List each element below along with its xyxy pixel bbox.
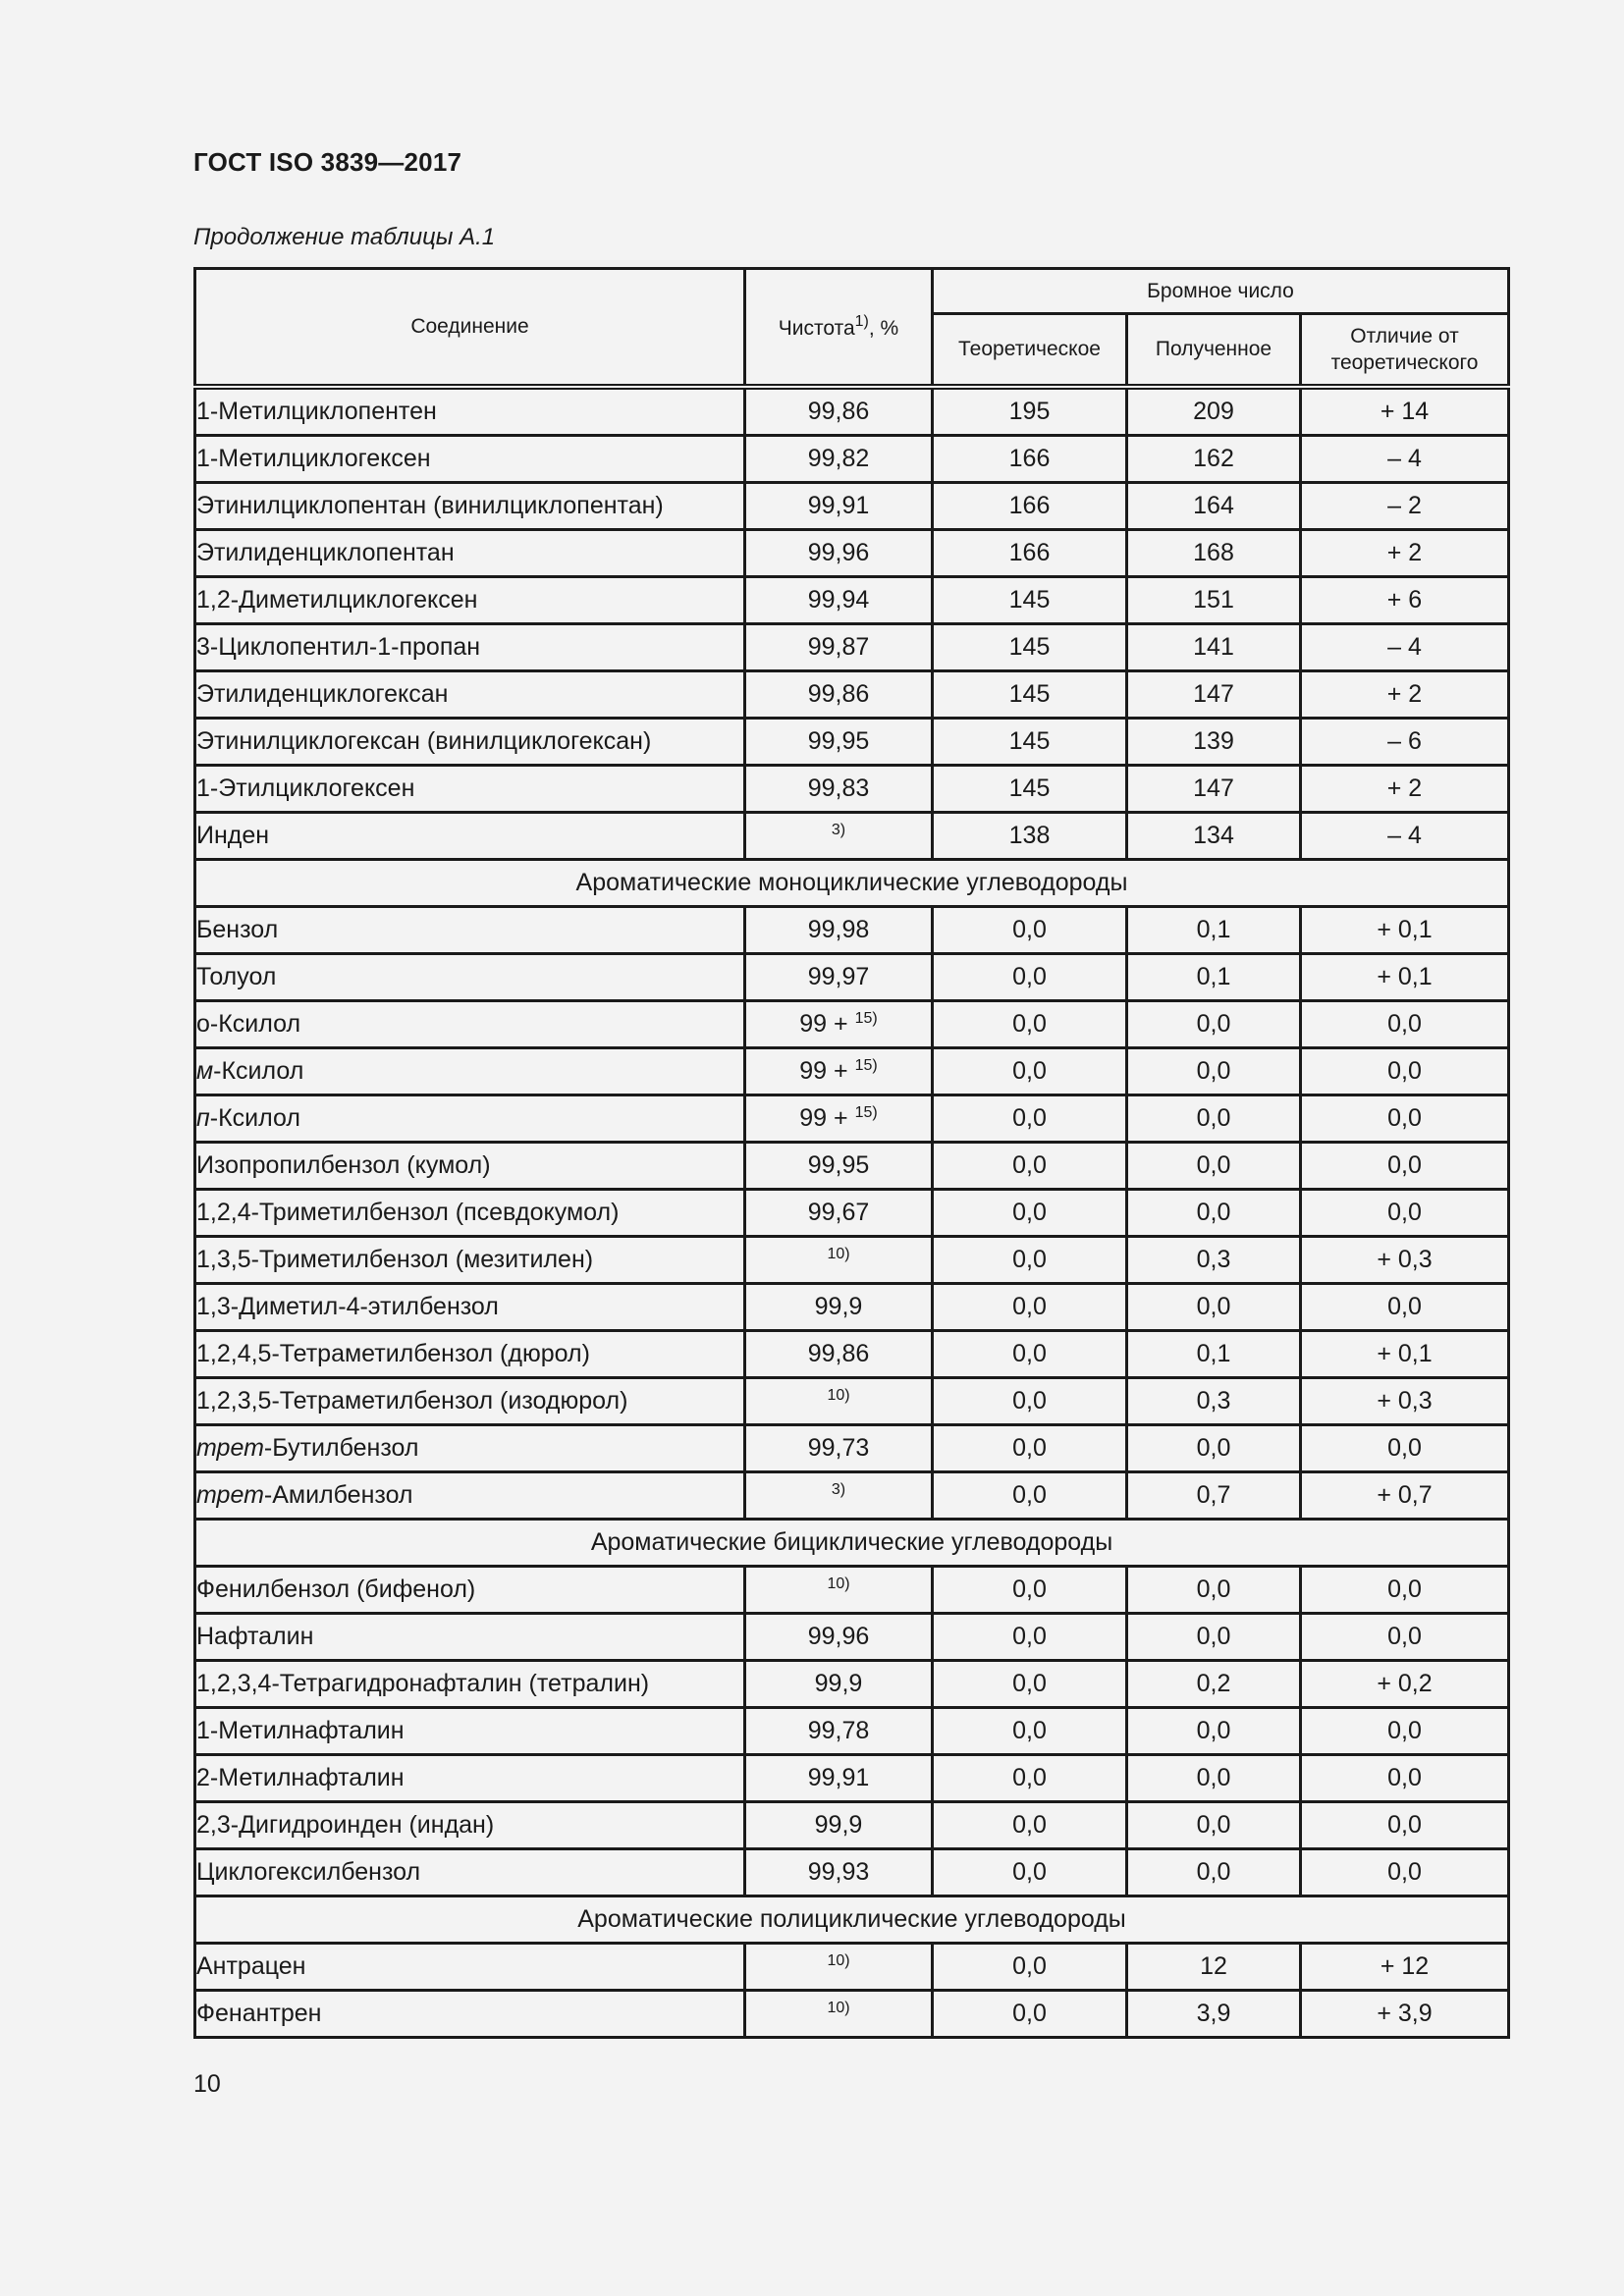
compound-cell [195, 813, 745, 860]
page-number: 10 [193, 2070, 221, 2098]
compound-name: Фенантрен [196, 2000, 322, 2027]
obtained-cell: 0,1 [1127, 1331, 1301, 1378]
compound-cell [195, 1237, 745, 1284]
purity-value: 99,97 [807, 963, 870, 990]
compound-cell [195, 387, 745, 436]
table-row [195, 1991, 1509, 2038]
purity-footnote: 10) [827, 1575, 850, 1592]
purity-cell [745, 1095, 933, 1143]
theoretical-cell: 0,0 [933, 1378, 1127, 1425]
header-purity [745, 269, 933, 388]
table-row [195, 1237, 1509, 1284]
theoretical-cell: 0,0 [933, 1944, 1127, 1991]
compound-name: 1,2,4-Триметилбензол (псевдокумол) [196, 1199, 620, 1226]
purity-cell [745, 1661, 933, 1708]
compound-cell [195, 1991, 745, 2038]
purity-cell [745, 436, 933, 483]
theoretical-cell: 145 [933, 577, 1127, 624]
bromine-number-table [193, 267, 1510, 2039]
theoretical-cell: 0,0 [933, 1567, 1127, 1614]
theoretical-cell: 166 [933, 530, 1127, 577]
table-row [195, 1661, 1509, 1708]
compound-cell [195, 766, 745, 813]
obtained-cell: 0,0 [1127, 1284, 1301, 1331]
purity-cell [745, 1567, 933, 1614]
compound-cell [195, 577, 745, 624]
table-row [195, 1708, 1509, 1755]
header-purity-footnote: 1) [854, 312, 869, 330]
compound-cell [195, 1048, 745, 1095]
purity-cell [745, 1237, 933, 1284]
theoretical-cell: 0,0 [933, 954, 1127, 1001]
purity-value: 99,86 [807, 1340, 870, 1367]
compound-cell [195, 1001, 745, 1048]
theoretical-cell: 0,0 [933, 1849, 1127, 1896]
difference-cell: 0,0 [1301, 1802, 1509, 1849]
purity-cell [745, 1614, 933, 1661]
purity-footnote: 15) [854, 1010, 878, 1027]
compound-cell [195, 907, 745, 954]
obtained-cell: 0,7 [1127, 1472, 1301, 1520]
compound-name: 1-Метилциклопентен [196, 398, 437, 425]
purity-cell [745, 1708, 933, 1755]
purity-cell [745, 1755, 933, 1802]
obtained-cell: 164 [1127, 483, 1301, 530]
theoretical-cell: 166 [933, 483, 1127, 530]
compound-name: Этинилциклопентан (винилциклопентан) [196, 492, 664, 519]
table-body [195, 387, 1509, 2038]
purity-value: 99,73 [807, 1434, 870, 1462]
compound-cell [195, 1331, 745, 1378]
table-row [195, 483, 1509, 530]
purity-value: 99,95 [807, 1151, 870, 1179]
compound-cell [195, 436, 745, 483]
difference-cell: + 0,1 [1301, 954, 1509, 1001]
obtained-cell: 0,0 [1127, 1708, 1301, 1755]
compound-cell [195, 483, 745, 530]
purity-cell [745, 1048, 933, 1095]
purity-value: 99 + [799, 1010, 848, 1038]
table-row [195, 530, 1509, 577]
header-compound: Соединение [195, 269, 745, 388]
obtained-cell: 0,0 [1127, 1755, 1301, 1802]
obtained-cell: 0,2 [1127, 1661, 1301, 1708]
difference-cell: + 0,1 [1301, 1331, 1509, 1378]
table-row [195, 1095, 1509, 1143]
difference-cell: – 2 [1301, 483, 1509, 530]
purity-cell [745, 1472, 933, 1520]
theoretical-cell: 0,0 [933, 1331, 1127, 1378]
compound-name: 1-Метилциклогексен [196, 445, 431, 472]
purity-footnote: 3) [831, 822, 846, 838]
purity-footnote: 10) [827, 1952, 850, 1969]
compound-name: -Амилбензол [263, 1481, 413, 1509]
compound-cell [195, 719, 745, 766]
table-row [195, 1944, 1509, 1991]
purity-value: 99 + [799, 1057, 848, 1085]
difference-cell: 0,0 [1301, 1048, 1509, 1095]
compound-cell [195, 530, 745, 577]
compound-name: 2-Метилнафталин [196, 1764, 405, 1791]
header-purity-label: Чистота [778, 316, 855, 340]
purity-value: 99,78 [807, 1717, 870, 1744]
compound-name: 1,3-Диметил-4-этилбензол [196, 1293, 499, 1320]
purity-value: 99,9 [814, 1811, 863, 1839]
difference-cell: 0,0 [1301, 1425, 1509, 1472]
compound-name: 3-Циклопентил-1-пропан [196, 633, 481, 661]
compound-prefix: трет [196, 1481, 264, 1509]
table-row [195, 624, 1509, 671]
compound-name: Бензол [196, 916, 279, 943]
compound-cell [195, 1944, 745, 1991]
table-caption: Продолжение таблицы А.1 [193, 224, 496, 250]
compound-name: 1,2,3,4-Тетрагидронафталин (тетралин) [196, 1670, 650, 1697]
purity-value: 99,67 [807, 1199, 870, 1226]
purity-cell [745, 1944, 933, 1991]
obtained-cell: 0,0 [1127, 1425, 1301, 1472]
difference-cell: 0,0 [1301, 1567, 1509, 1614]
difference-cell: + 2 [1301, 766, 1509, 813]
purity-footnote: 10) [827, 1387, 850, 1404]
table-row [195, 577, 1509, 624]
theoretical-cell: 0,0 [933, 1661, 1127, 1708]
table-row [195, 1143, 1509, 1190]
compound-name: Циклогексилбензол [196, 1858, 421, 1886]
purity-value: 99,83 [807, 774, 870, 802]
obtained-cell: 0,0 [1127, 1048, 1301, 1095]
compound-name: Инден [196, 822, 270, 849]
table-row [195, 1284, 1509, 1331]
purity-value: 99,96 [807, 539, 870, 566]
purity-cell [745, 387, 933, 436]
purity-footnote: 15) [854, 1104, 878, 1121]
theoretical-cell: 0,0 [933, 1708, 1127, 1755]
difference-cell: 0,0 [1301, 1284, 1509, 1331]
theoretical-cell: 0,0 [933, 1425, 1127, 1472]
purity-value: 99,9 [814, 1670, 863, 1697]
difference-cell: 0,0 [1301, 1143, 1509, 1190]
purity-value: 99 + [799, 1104, 848, 1132]
purity-cell [745, 1331, 933, 1378]
section-row [195, 1520, 1509, 1567]
table-row [195, 387, 1509, 436]
compound-name: Нафталин [196, 1623, 314, 1650]
obtained-cell: 141 [1127, 624, 1301, 671]
compound-name: -Ксилол [209, 1104, 300, 1132]
purity-value: 99,94 [807, 586, 870, 614]
compound-name: Этилиденциклопентан [196, 539, 455, 566]
difference-cell: 0,0 [1301, 1755, 1509, 1802]
difference-cell: 0,0 [1301, 1001, 1509, 1048]
theoretical-cell: 0,0 [933, 907, 1127, 954]
compound-cell [195, 1425, 745, 1472]
compound-prefix: м [196, 1057, 214, 1085]
compound-name: Толуол [196, 963, 277, 990]
compound-name: 2,3-Дигидроинден (индан) [196, 1811, 495, 1839]
header-obtained: Полученное [1127, 314, 1301, 388]
theoretical-cell: 0,0 [933, 1001, 1127, 1048]
obtained-cell: 3,9 [1127, 1991, 1301, 2038]
purity-cell [745, 577, 933, 624]
purity-footnote: 15) [854, 1057, 878, 1074]
theoretical-cell: 145 [933, 624, 1127, 671]
compound-cell [195, 1095, 745, 1143]
difference-cell: + 2 [1301, 671, 1509, 719]
compound-cell [195, 1708, 745, 1755]
table-row [195, 766, 1509, 813]
obtained-cell: 0,0 [1127, 1614, 1301, 1661]
compound-name: 1,2,3,5-Тетраметилбензол (изодюрол) [196, 1387, 628, 1415]
theoretical-cell: 138 [933, 813, 1127, 860]
compound-name: о-Ксилол [196, 1010, 301, 1038]
purity-footnote: 10) [827, 1246, 850, 1262]
difference-cell: + 12 [1301, 1944, 1509, 1991]
obtained-cell: 0,3 [1127, 1378, 1301, 1425]
obtained-cell: 151 [1127, 577, 1301, 624]
difference-cell: + 0,3 [1301, 1237, 1509, 1284]
table-row [195, 1425, 1509, 1472]
document-header: ГОСТ ISO 3839—2017 [193, 147, 462, 177]
difference-cell: + 0,2 [1301, 1661, 1509, 1708]
compound-cell [195, 1849, 745, 1896]
obtained-cell: 0,1 [1127, 954, 1301, 1001]
obtained-cell: 134 [1127, 813, 1301, 860]
purity-value: 99,91 [807, 1764, 870, 1791]
purity-cell [745, 1425, 933, 1472]
section-title: Ароматические моноциклические углеводороды [195, 860, 1509, 907]
compound-cell [195, 624, 745, 671]
obtained-cell: 147 [1127, 766, 1301, 813]
compound-name: 1,2,4,5-Тетраметилбензол (дюрол) [196, 1340, 590, 1367]
compound-cell [195, 1190, 745, 1237]
table-row [195, 907, 1509, 954]
obtained-cell: 0,0 [1127, 1190, 1301, 1237]
table-row [195, 1472, 1509, 1520]
purity-cell [745, 1190, 933, 1237]
compound-cell [195, 1661, 745, 1708]
theoretical-cell: 0,0 [933, 1472, 1127, 1520]
purity-value: 99,86 [807, 680, 870, 708]
obtained-cell: 0,3 [1127, 1237, 1301, 1284]
obtained-cell: 147 [1127, 671, 1301, 719]
difference-cell: 0,0 [1301, 1095, 1509, 1143]
theoretical-cell: 0,0 [933, 1614, 1127, 1661]
purity-cell [745, 1991, 933, 2038]
difference-cell: + 14 [1301, 387, 1509, 436]
table-row [195, 1849, 1509, 1896]
theoretical-cell: 145 [933, 671, 1127, 719]
compound-cell [195, 671, 745, 719]
obtained-cell: 12 [1127, 1944, 1301, 1991]
purity-value: 99,96 [807, 1623, 870, 1650]
compound-name: 1,3,5-Триметилбензол (мезитилен) [196, 1246, 594, 1273]
purity-cell [745, 1284, 933, 1331]
theoretical-cell: 166 [933, 436, 1127, 483]
purity-cell [745, 483, 933, 530]
purity-cell [745, 1378, 933, 1425]
section-row [195, 860, 1509, 907]
compound-prefix: трет [196, 1434, 264, 1462]
difference-cell: 0,0 [1301, 1708, 1509, 1755]
compound-cell [195, 1567, 745, 1614]
theoretical-cell: 0,0 [933, 1190, 1127, 1237]
difference-cell: + 2 [1301, 530, 1509, 577]
compound-cell [195, 1143, 745, 1190]
difference-cell: + 0,7 [1301, 1472, 1509, 1520]
purity-value: 99,91 [807, 492, 870, 519]
purity-value: 99,9 [814, 1293, 863, 1320]
purity-cell [745, 719, 933, 766]
table-row [195, 1190, 1509, 1237]
table-row [195, 813, 1509, 860]
compound-name: -Бутилбензол [263, 1434, 419, 1462]
theoretical-cell: 0,0 [933, 1991, 1127, 2038]
table-row [195, 1802, 1509, 1849]
purity-footnote: 3) [831, 1481, 846, 1498]
compound-cell [195, 954, 745, 1001]
compound-name: Этилиденциклогексан [196, 680, 449, 708]
compound-name: -Ксилол [213, 1057, 304, 1085]
difference-cell: – 4 [1301, 624, 1509, 671]
obtained-cell: 0,0 [1127, 1095, 1301, 1143]
difference-cell: 0,0 [1301, 1190, 1509, 1237]
table-row [195, 719, 1509, 766]
purity-value: 99,82 [807, 445, 870, 472]
compound-cell [195, 1284, 745, 1331]
compound-name: 1-Метилнафталин [196, 1717, 405, 1744]
difference-cell: 0,0 [1301, 1849, 1509, 1896]
purity-value: 99,98 [807, 916, 870, 943]
obtained-cell: 0,0 [1127, 1567, 1301, 1614]
purity-value: 99,87 [807, 633, 870, 661]
theoretical-cell: 0,0 [933, 1284, 1127, 1331]
theoretical-cell: 145 [933, 766, 1127, 813]
obtained-cell: 0,0 [1127, 1143, 1301, 1190]
difference-cell: – 6 [1301, 719, 1509, 766]
obtained-cell: 162 [1127, 436, 1301, 483]
purity-cell [745, 1849, 933, 1896]
table-row [195, 1378, 1509, 1425]
table-row [195, 954, 1509, 1001]
theoretical-cell: 145 [933, 719, 1127, 766]
theoretical-cell: 0,0 [933, 1755, 1127, 1802]
table-row [195, 436, 1509, 483]
table-row [195, 1001, 1509, 1048]
purity-cell [745, 907, 933, 954]
purity-value: 99,95 [807, 727, 870, 755]
table-row [195, 1048, 1509, 1095]
table-row [195, 1755, 1509, 1802]
compound-name: 1-Этилциклогексен [196, 774, 415, 802]
obtained-cell: 139 [1127, 719, 1301, 766]
compound-cell [195, 1472, 745, 1520]
obtained-cell: 0,0 [1127, 1802, 1301, 1849]
purity-value: 99,86 [807, 398, 870, 425]
purity-cell [745, 624, 933, 671]
theoretical-cell: 0,0 [933, 1095, 1127, 1143]
theoretical-cell: 0,0 [933, 1048, 1127, 1095]
section-title: Ароматические бициклические углеводороды [195, 1520, 1509, 1567]
purity-cell [745, 671, 933, 719]
compound-cell [195, 1614, 745, 1661]
table-row [195, 671, 1509, 719]
difference-cell: + 3,9 [1301, 1991, 1509, 2038]
header-theoretical: Теоретическое [933, 314, 1127, 388]
obtained-cell: 0,0 [1127, 1001, 1301, 1048]
header-difference: Отличие от теоретического [1301, 314, 1509, 388]
theoretical-cell: 0,0 [933, 1143, 1127, 1190]
purity-cell [745, 1802, 933, 1849]
compound-name: Изопропилбензол (кумол) [196, 1151, 491, 1179]
obtained-cell: 0,1 [1127, 907, 1301, 954]
difference-cell: – 4 [1301, 436, 1509, 483]
difference-cell: + 0,3 [1301, 1378, 1509, 1425]
obtained-cell: 209 [1127, 387, 1301, 436]
difference-cell: 0,0 [1301, 1614, 1509, 1661]
compound-name: 1,2-Диметилциклогексен [196, 586, 478, 614]
purity-cell [745, 954, 933, 1001]
theoretical-cell: 195 [933, 387, 1127, 436]
purity-cell [745, 766, 933, 813]
obtained-cell: 168 [1127, 530, 1301, 577]
purity-cell [745, 1001, 933, 1048]
compound-name: Фенилбензол (бифенол) [196, 1575, 476, 1603]
purity-cell [745, 530, 933, 577]
purity-value: 99,93 [807, 1858, 870, 1886]
compound-cell [195, 1755, 745, 1802]
compound-name: Этинилциклогексан (винилциклогексан) [196, 727, 652, 755]
compound-cell [195, 1802, 745, 1849]
table-row [195, 1567, 1509, 1614]
header-purity-unit: , % [868, 316, 899, 340]
theoretical-cell: 0,0 [933, 1802, 1127, 1849]
obtained-cell: 0,0 [1127, 1849, 1301, 1896]
compound-cell [195, 1378, 745, 1425]
purity-cell [745, 813, 933, 860]
section-title: Ароматические полициклические углеводороды [195, 1896, 1509, 1944]
compound-name: Антрацен [196, 1952, 306, 1980]
difference-cell: + 6 [1301, 577, 1509, 624]
difference-cell: – 4 [1301, 813, 1509, 860]
compound-prefix: п [196, 1104, 210, 1132]
purity-cell [745, 1143, 933, 1190]
theoretical-cell: 0,0 [933, 1237, 1127, 1284]
table-row [195, 1331, 1509, 1378]
table-row [195, 1614, 1509, 1661]
difference-cell: + 0,1 [1301, 907, 1509, 954]
section-row [195, 1896, 1509, 1944]
purity-footnote: 10) [827, 2000, 850, 2016]
header-bromine-number: Бромное число [933, 269, 1509, 314]
